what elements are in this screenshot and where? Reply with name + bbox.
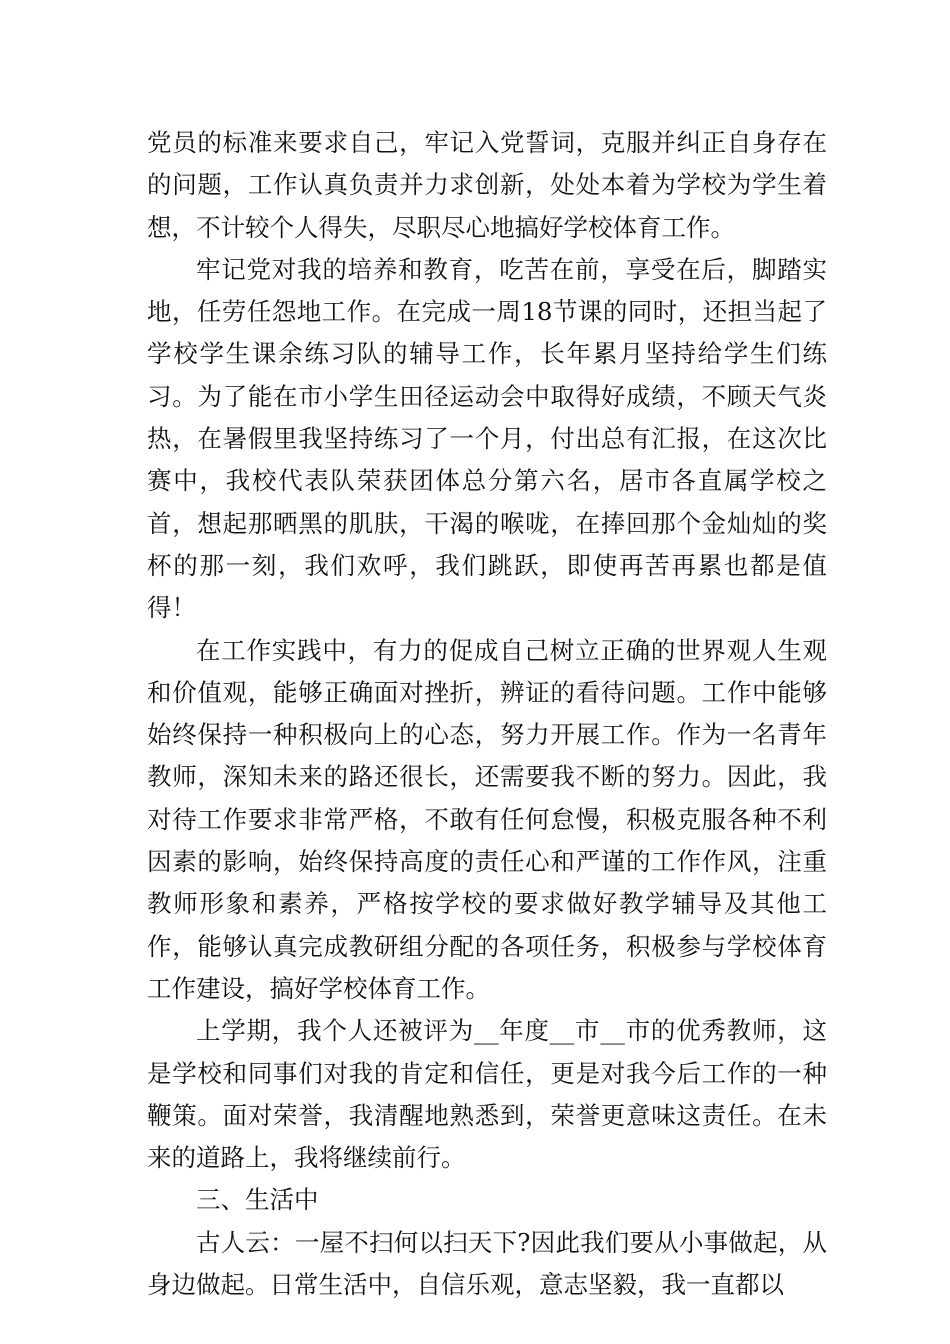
paragraph-honor: 上学期，我个人还被评为__年度__市__市的优秀教师，这是学校和同事们对我的肯定和信任，更是对我今后工作的一种鞭策。面对荣誉，我清醒地熟悉到，荣誉更意味这责任。在未来的道路上，我将继续前行。	[147, 1016, 827, 1173]
document-body	[147, 122, 827, 1306]
paragraph-party-standard: 党员的标准来要求自己，牢记入党誓词，克服并纠正自身存在的问题，工作认真负责并力求创新，处处本着为学校为学生着想，不计较个人得失，尽职尽心地搞好学校体育工作。	[147, 128, 827, 242]
paragraph-daily-life: 古人云：一屋不扫何以扫天下?因此我们要从小事做起，从身边做起。日常生活中，自信乐观，意志坚毅，我一直都以	[147, 1227, 827, 1300]
section-heading-life: 三、生活中	[196, 1185, 319, 1215]
paragraph-training-team: 牢记党对我的培养和教育，吃苦在前，享受在后，脚踏实地，任劳任怨地工作。在完成一周18节课的同时，还担当起了学校学生课余练习队的辅导工作，长年累月坚持给学生们练习。为了能在市小学生田径运动会中取得好成绩，不顾天气炎热，在暑假里我坚持练习了一个月，付出总有汇报，在这次比赛中，我校代表队荣获团体总分第六名，居市各直属学校之首，想起那晒黑的肌肤，干渴的喉咙，在捧回那个金灿灿的奖杯的那一刻，我们欢呼，我们跳跃，即使再苦再累也都是值得！	[147, 254, 827, 623]
paragraph-work-practice: 在工作实践中，有力的促成自己树立正确的世界观人生观和价值观，能够正确面对挫折，辨证的看待问题。工作中能够始终保持一种积极向上的心态，努力开展工作。作为一名青年教师，深知未来的路还很长，还需要我不断的努力。因此，我对待工作要求非常严格，不敢有任何怠慢，积极克服各种不利因素的影响，始终保持高度的责任心和严谨的工作作风，注重教师形象和素养，严格按学校的要求做好教学辅导及其他工作，能够认真完成教研组分配的各项任务，积极参与学校体育工作建设，搞好学校体育工作。	[147, 635, 827, 1003]
